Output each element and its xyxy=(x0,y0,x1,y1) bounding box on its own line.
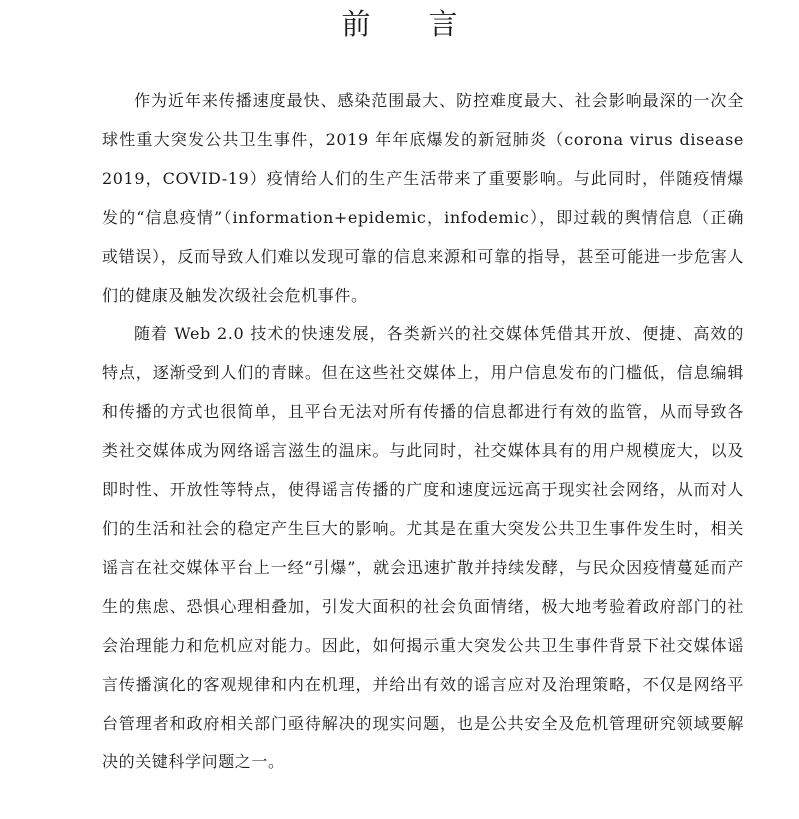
paragraph-2: 随着 Web 2.0 技术的快速发展，各类新兴的社交媒体凭借其开放、便捷、高效的特点，逐渐受到人们的青睐。但在这些社交媒体上，用户信息发布的门槛低，信息编辑和传播的方式也很简单，且平台无法对所有传播的信息都进行有效的监管，从而导致各类社交媒体成为网络谣言滋生的温床。与此同时，社交媒体具有的用户规模庞大，以及即时性、开放性等特点，使得谣言传播的广度和速度远远高于现实社会网络，从而对人们的生活和社会的稳定产生巨大的影响。尤其是在重大突发公共卫生事件发生时，相关谣言在社交媒体平台上一经“引爆”，就会迅速扩散并持续发酵，与民众因疫情蔓延而产生的焦虑、恐惧心理相叠加，引发大面积的社会负面情绪，极大地考验着政府部门的社会治理能力和危机应对能力。因此，如何揭示重大突发公共卫生事件背景下社交媒体谣言传播演化的客观规律和内在机理，并给出有效的谣言应对及治理策略，不仅是网络平台管理者和政府相关部门亟待解决的现实问题，也是公共安全及危机管理研究领域要解决的关键科学问题之一。 xyxy=(102,324,744,772)
paragraph-1: 作为近年来传播速度最快、感染范围最大、防控难度最大、社会影响最深的一次全球性重大突发公共卫生事件，2019 年年底爆发的新冠肺炎（corona virus disease 2019，COVID-19）疫情给人们的生产生活带来了重要影响。与此同时，伴随疫情爆发的“信息疫情”（information+epidemic，infodemic），即过载的舆情信息（正确或错误），反而导致人们难以发现可靠的信息来源和可靠的指导，甚至可能进一步危害人们的健康及触发次级社会危机事件。 xyxy=(102,91,744,305)
body-text xyxy=(102,82,744,782)
page-title: 前言 xyxy=(341,7,516,41)
